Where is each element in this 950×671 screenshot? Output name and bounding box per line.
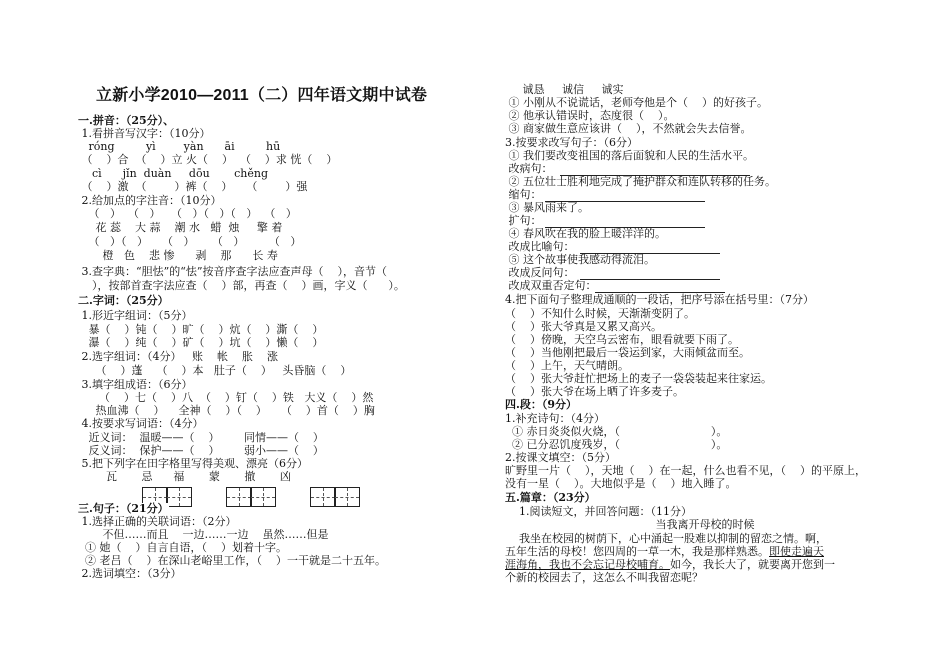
q3-1-options: 不但……而且 一边……一边 虽然……但是	[78, 528, 329, 541]
q3-1-item-1: ① 她（ ）自言自语，（ ）划着十字。	[78, 541, 287, 554]
tianzige-box	[226, 487, 252, 507]
q1-2-blanks-row-2: （ ）（ ） （ ） （ ） （ ）	[78, 235, 302, 248]
q1-2-prompt: 2.给加点的字注音：（10分）	[78, 194, 222, 207]
q3-4-item: （ ）不知什么时候，天渐渐变阴了。	[505, 307, 695, 320]
tianzige-box	[334, 487, 360, 507]
q1-3-dictionary-line-1: 3.查字典：“胆怯”的“怯”按音序查字法应查声母（ ），音节（	[78, 265, 387, 278]
q3-3-expand-label: 扩句：	[505, 214, 542, 227]
answer-line	[580, 279, 720, 280]
q2-4-synonyms: 近义词： 温暖——（ ） 同情——（ ）	[78, 431, 324, 444]
q1-1-pinyin-row-2: cì jǐn duàn dōu chěng	[78, 167, 269, 180]
q3-4-item: （ ）当他刚把最后一袋运到家，大雨倾盆而至。	[505, 346, 750, 359]
q3-2-options: 诚恳 诚信 诚实	[505, 83, 624, 96]
q2-2-blanks: （ ）蓬 （ ）本 肚子（ ） 头昏脑（ ）	[78, 364, 352, 377]
q4-1-poem-line-2: ② 已分忍饥度残岁，（ ）。	[505, 438, 728, 451]
q1-3-dictionary-line-2: ），按部首查字法应查（ ）部，再查（ ）画，字义（ ）。	[78, 279, 405, 292]
q5-1-prompt: 1.阅读短文，并回答问题：（11分）	[505, 505, 692, 518]
q4-1-prompt: 1.补充诗句：（4分）	[505, 412, 605, 425]
q3-3-double-negative-label: 改成双重否定句：	[505, 279, 597, 292]
q3-3-shorten-label: 缩句：	[505, 188, 542, 201]
section-3-sentences-heading: 三.句子：（21分）	[78, 502, 169, 515]
q1-1-prompt: 1.看拼音写汉字：（10分）	[78, 127, 211, 140]
passage-line-1: 我坐在校园的树荫下，心中涌起一股难以抑制的留恋之情。啊，	[505, 532, 827, 545]
q3-3-rhetorical-label: 改成反问句：	[505, 266, 575, 279]
q1-2-words-row-2: 橙 色 悲 惨 剥 那 长 寿	[78, 249, 278, 262]
q2-1-row-2: 瀑（ ）纯（ ）矿（ ）坑（ ）懒（ ）	[78, 336, 324, 349]
q3-4-item: （ ）上午，天气晴朗。	[505, 359, 629, 372]
q3-4-item: （ ）张大爷在场上晒了许多麦子。	[505, 385, 684, 398]
q1-1-blanks-row-1: （ ）合 （ ）立 火（ ） （ ）求 恍（ ）	[78, 153, 338, 166]
q2-1-row-1: 暴（ ）钝（ ）旷（ ）炕（ ）澌（ ）	[78, 323, 324, 336]
section-1-pinyin-heading: 一.拼音：（25分）、	[78, 114, 175, 127]
q3-3-metaphor-label: 改成比喻句：	[505, 240, 575, 253]
q3-4-item: （ ）张大爷赶忙把场上的麦子一袋袋装起来往家运。	[505, 372, 772, 385]
q3-3-sentence-3: ③ 暴风雨来了。	[505, 201, 589, 214]
underlined-sentence: 即使走遍天	[769, 545, 824, 558]
q3-4-item: （ ）张大爷真是又累又高兴。	[505, 320, 662, 333]
passage-line-2: 五年生活的母校！您四周的一草一木，我是那样熟悉。即使走遍天	[505, 545, 824, 558]
q3-3-sentence-2: ② 五位壮士胜利地完成了掩护群众和连队转移的任务。	[505, 175, 776, 188]
q3-1-prompt: 1.选择正确的关联词语：（2分）	[78, 515, 237, 528]
q3-3-fix-label: 改病句：	[505, 162, 553, 175]
tianzige-box	[310, 487, 336, 507]
section-4-paragraph-heading: 四.段：（9分）	[505, 398, 577, 411]
q3-4-prompt: 4.把下面句子整理成通顺的一段话，把序号添在括号里：（7分）	[505, 293, 814, 306]
passage-line-3: 涯海角，我也不会忘记母校哺育。如今，我长大了，就要离开您到一	[505, 558, 835, 571]
q2-3-prompt: 3.填字组成语：（6分）	[78, 378, 193, 391]
tianzige-box	[250, 487, 276, 507]
q3-2-prompt: 2.选词填空：（3分）	[78, 567, 182, 580]
q2-5-characters: 瓦 忌 福 蒙 撤 凶	[78, 470, 291, 483]
q1-1-blanks-row-2: （ ）激 （ ）裤（ ） （ ）强	[78, 180, 308, 193]
q1-2-words-row-1: 花 蕊 大 蒜 潮 水 蜡 烛 擎 着	[78, 221, 283, 234]
q3-2-item-2: ② 他承认错误时，态度很（ ）。	[505, 109, 675, 122]
q2-1-prompt: 1.形近字组词：（5分）	[78, 309, 193, 322]
q2-5-prompt: 5.把下列字在田字格里写得美观、漂亮（6分）	[78, 457, 308, 470]
section-5-passage-heading: 五.篇章：（23分）	[505, 491, 596, 504]
q4-2-fill-line-1: 旷野里一片（ ），天地（ ）在一起，什么也看不见，（ ）的平原上，	[505, 464, 866, 477]
q2-3-row-2: 热血沸（ ） 全神（ ）（ ） （ ）首（ ）胸	[78, 404, 375, 417]
passage-line-4: 个新的校园去了，这怎么不叫我留恋呢？	[505, 571, 703, 584]
q3-2-item-1: ① 小刚从不说谎话，老师夸他是个（ ）的好孩子。	[505, 96, 768, 109]
q3-3-sentence-4: ④ 春风吹在我的脸上暖洋洋的。	[505, 227, 666, 240]
q3-1-item-2: ② 老吕（ ）在深山老峪里工作，（ ）一干就是二十五年。	[78, 554, 386, 567]
section-2-words-heading: 二.字词：（25分）	[78, 294, 169, 307]
q4-2-fill-line-2: 没有一星（ ）。大地似乎是（ ）地入睡了。	[505, 477, 737, 490]
q3-4-item: （ ）傍晚，天空乌云密布，眼看就要下雨了。	[505, 333, 739, 346]
exam-title: 立新小学2010—2011（二）四年语文期中试卷	[96, 87, 428, 104]
q3-3-sentence-5: ⑤ 这个故事使我感动得流泪。	[505, 253, 655, 266]
tianzige-box	[166, 487, 192, 507]
q2-4-prompt: 4.按要求写词语：（4分）	[78, 417, 204, 430]
q1-2-blanks-row-1: （ ） （ ） （ ）（ ）（ ） （ ）	[78, 207, 297, 220]
q4-2-prompt: 2.按课文填空：（5分）	[505, 451, 616, 464]
underlined-sentence: 涯海角，我也不会忘记母校哺育。	[505, 558, 670, 571]
q3-2-item-3: ③ 商家做生意应该讲（ ），不然就会失去信誉。	[505, 122, 752, 135]
q4-1-poem-line-1: ① 赤日炎炎似火烧，（ ）。	[505, 425, 728, 438]
passage-title: 当我离开母校的时候	[655, 518, 755, 531]
q2-2-prompt: 2.选字组词：（4分） 账 帐 胀 涨	[78, 350, 278, 363]
q3-3-prompt: 3.按要求改写句子：（6分）	[505, 136, 638, 149]
q2-3-row-1: （ ）七（ ）八 （ ）钉（ ）铁 大义（ ）然	[78, 391, 374, 404]
q2-4-antonyms: 反义词： 保护——（ ） 弱小——（ ）	[78, 444, 324, 457]
q1-1-pinyin-row-1: róng yì yàn āi hū	[78, 140, 281, 153]
q3-3-sentence-1: ① 我们要改变祖国的落后面貌和人民的生活水平。	[505, 149, 754, 162]
